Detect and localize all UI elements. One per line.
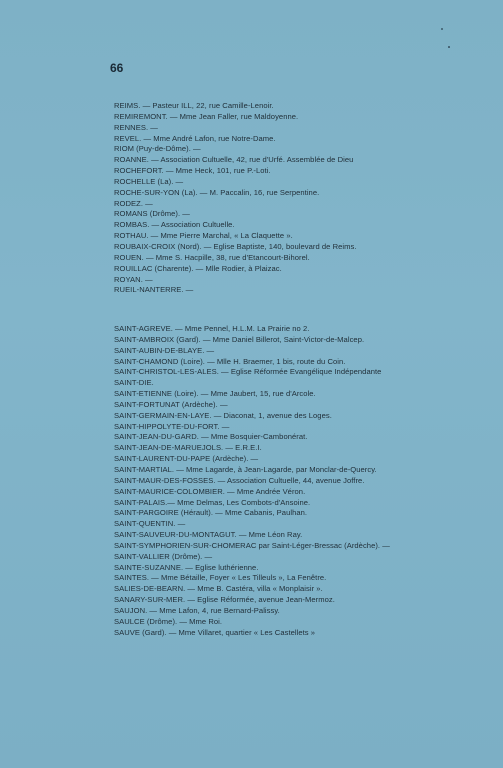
directory-entry: SAINT-CHAMOND (Loire). — Mlle H. Braemer, 1 bis, route du Coin. [114,356,346,366]
directory-entry: SAINT-MARTIAL. — Mme Lagarde, à Jean-Lagarde, par Monclar-de-Quercy. [114,464,377,474]
directory-entry: REIMS. — Pasteur ILL, 22, rue Camille-Lenoir. [114,101,274,110]
directory-entry: SAINT-SYMPHORIEN-SUR-CHOMERAC par Saint-Léger-Bressac (Ardèche). — [114,540,390,550]
directory-entry: SAINT-AGREVE. — Mme Pennel, H.L.M. La Prairie no 2. [114,324,310,333]
directory-entry: RUEIL-NANTERRE. — [114,285,194,295]
directory-entry: SAUJON. — Mme Lafon, 4, rue Bernard-Palissy. [114,605,280,615]
directory-entry: RIOM (Puy-de-Dôme). — [114,144,201,154]
directory-entry: ROCHEFORT. — Mme Heck, 101, rue P.-Loti. [114,166,271,176]
directory-entry: SAINT-ETIENNE (Loire). — Mme Jaubert, 15, rue d'Arcole. [114,389,316,399]
directory-entry: ROCHELLE (La). — [114,176,184,186]
directory-entry: SAINT-PARGOIRE (Hérault). — Mme Cabanis, Paulhan. [114,508,308,518]
directory-entry: SAINT-JEAN-DU-GARD. — Mme Bosquier-Cambonérat. [114,432,308,442]
directory-entry: SAINT-MAUR-DES-FOSSES. — Association Cultuelle, 44, avenue Joffre. [114,475,365,485]
directory-entry: ROMBAS. — Association Cultuelle. [114,220,235,230]
directory-entry: RODEZ. — [114,198,153,208]
directory-entry: ROMANS (Drôme). — [114,209,190,219]
directory-list-s [114,324,474,638]
directory-entry: SAINT-QUENTIN. — [114,519,186,529]
paper-speck [441,28,443,30]
directory-entry: SAINT-DIE. [114,378,154,388]
directory-entry: ROYAN. — [114,274,153,284]
directory-entry: SAINT-HIPPOLYTE-DU-FORT. — [114,421,230,431]
directory-entry: SAINT-CHRISTOL-LES-ALES. — Eglise Réformée Evangélique Indépendante [114,367,382,377]
directory-entry: SAINT-LAURENT-DU-PAPE (Ardèche). — [114,454,259,464]
directory-entry: SALIES-DE-BEARN. — Mme B. Castéra, villa « Monplaisir ». [114,584,323,594]
paper-speck [448,46,450,48]
directory-entry: ROTHAU. — Mme Pierre Marchal, « La Claquette ». [114,231,293,241]
directory-entry: SAINT-SAUVEUR-DU-MONTAGUT. — Mme Léon Ray. [114,530,303,540]
directory-entry: ROUEN. — Mme S. Hacpille, 38, rue d'Etancourt-Bihorel. [114,252,310,262]
directory-entry: ROANNE. — Association Cultuelle, 42, rue d'Urfé. Assemblée de Dieu [114,155,354,165]
directory-entry: SAINTE-SUZANNE. — Eglise luthérienne. [114,562,259,572]
directory-entry: SAINT-MAURICE-COLOMBIER. — Mme Andrée Véron. [114,486,306,496]
directory-entry: ROCHE-SUR-YON (La). — M. Paccalin, 16, rue Serpentine. [114,187,320,197]
directory-entry: SAINT-JEAN-DE-MARUEJOLS. — E.R.E.I. [114,443,262,453]
directory-entry: SAINT-FORTUNAT (Ardèche). — [114,399,228,409]
directory-entry: SAINT-AUBIN-DE-BLAYE. — [114,345,215,355]
directory-entry: SAINT-GERMAIN-EN-LAYE. — Diaconat, 1, avenue des Loges. [114,410,332,420]
directory-list-r [114,101,474,296]
directory-entry: SAUVE (Gard). — Mme Villaret, quartier « Les Castellets » [114,627,316,637]
directory-entry: SAINTES. — Mme Bétaille, Foyer « Les Tilleuls », La Fenêtre. [114,573,327,583]
directory-entry: SAINT-VALLIER (Drôme). — [114,551,213,561]
directory-entry: SANARY-SUR-MER. — Eglise Réformée, avenue Jean-Mermoz. [114,595,335,605]
directory-entry: SAULCE (Drôme). — Mme Roi. [114,616,223,626]
page-number: 66 [110,61,124,75]
directory-entry: ROUBAIX-CROIX (Nord). — Eglise Baptiste, 140, boulevard de Reims. [114,241,357,251]
directory-entry: RENNES. — [114,122,158,132]
directory-entry: ROUILLAC (Charente). — Mlle Rodier, à Plaizac. [114,263,282,273]
directory-entry: SAINT-AMBROIX (Gard). — Mme Daniel Billerot, Saint-Victor-de-Malcep. [114,334,365,344]
directory-entry: SAINT-PALAIS.— Mme Delmas, Les Combots-d'Ansoine. [114,497,311,507]
directory-entry: REVEL. — Mme André Lafon, rue Notre-Dame. [114,133,276,143]
directory-entry: REMIREMONT. — Mme Jean Faller, rue Maldoyenne. [114,111,299,121]
